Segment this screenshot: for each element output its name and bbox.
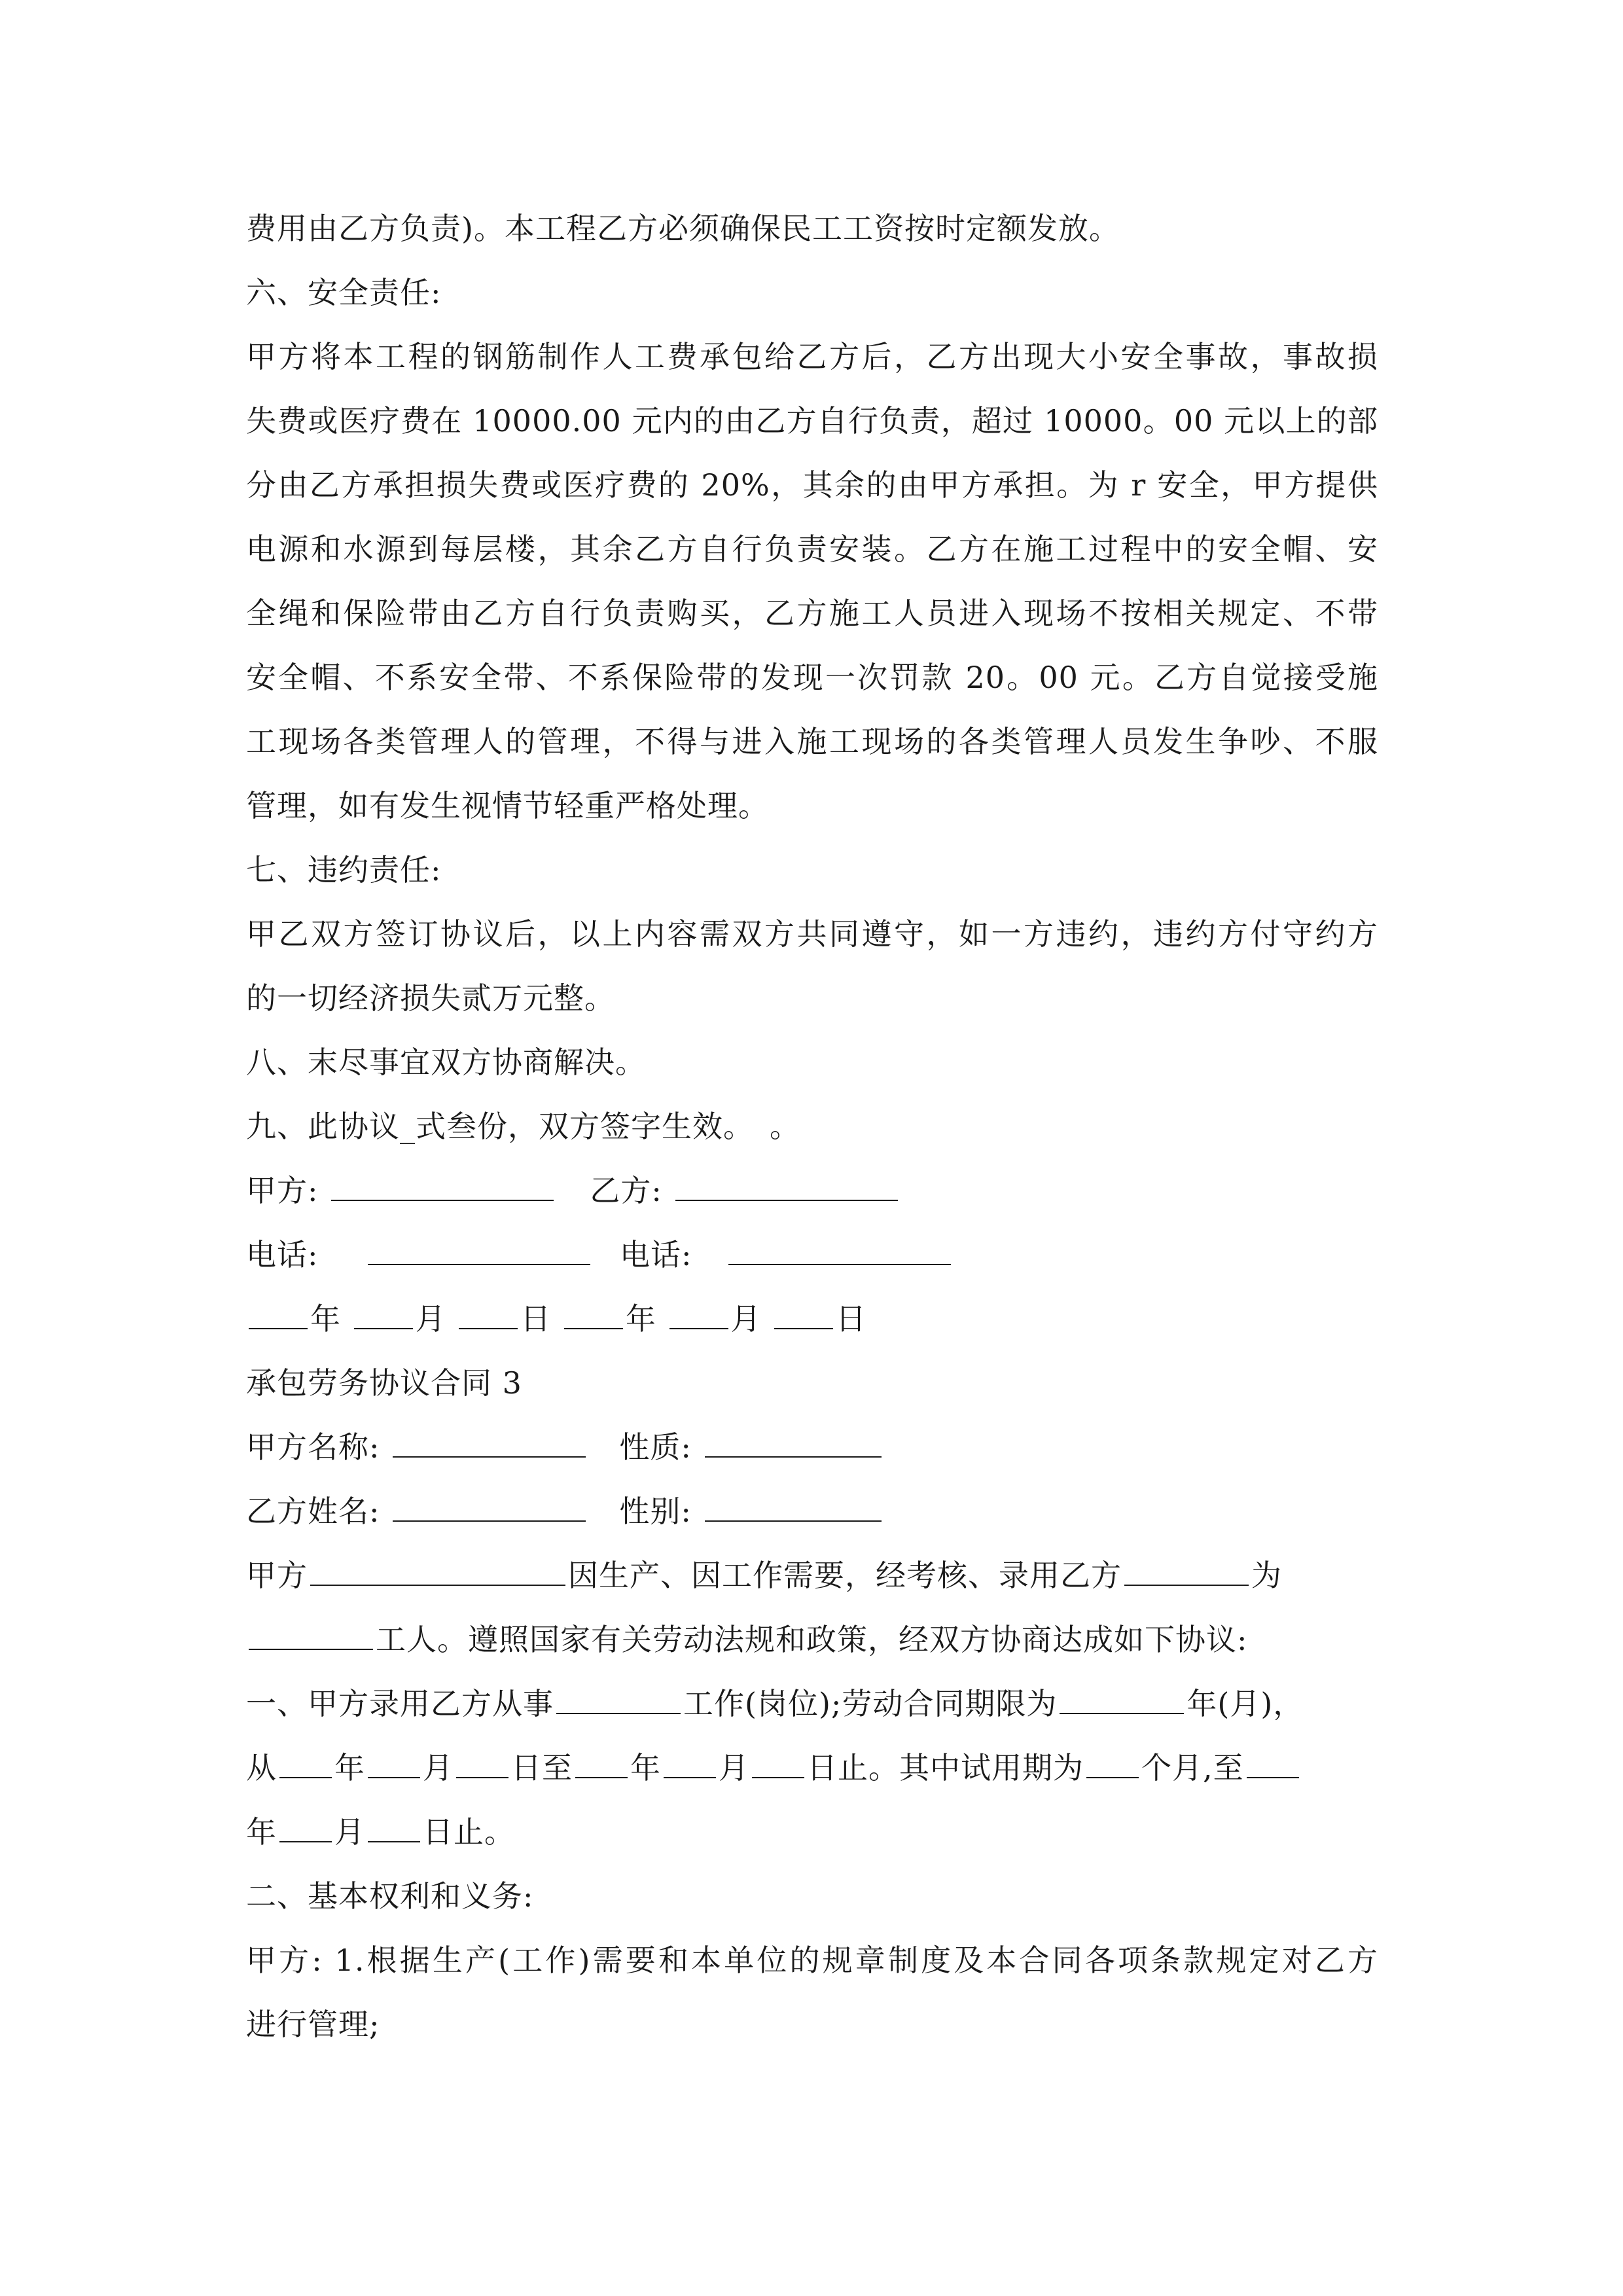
intro-text: 为 bbox=[1251, 1558, 1282, 1593]
clause6-line: 甲方将本工程的钢筋制作人工费承包给乙方后，乙方出现大小安全事故，事故损 bbox=[246, 339, 1378, 374]
gender-label: 性别: bbox=[619, 1494, 692, 1529]
clause7-line: 甲乙双方签订协议后，以上内容需双方共同遵守，如一方违约，违约方付守约方 bbox=[246, 916, 1378, 952]
clause6-title: 六、安全责任: bbox=[246, 275, 442, 310]
day-label: 日 bbox=[836, 1301, 867, 1336]
date-blank bbox=[564, 1306, 623, 1329]
clause-text: 工作(岗位);劳动合同期限为 bbox=[683, 1686, 1058, 1721]
clause-text: 一、甲方录用乙方从事 bbox=[246, 1686, 554, 1721]
day-label: 日 bbox=[520, 1301, 552, 1336]
contract3-intro-line1 bbox=[246, 1543, 1378, 1607]
contract3-clause2-line: 甲方: 1.根据生产(工作)需要和本单位的规章制度及本合同各项条款规定对乙方 bbox=[246, 1943, 1378, 1978]
month-label: 月 bbox=[415, 1301, 446, 1336]
phone-a-blank bbox=[368, 1242, 590, 1265]
clause-text: 个月,至 bbox=[1141, 1750, 1244, 1785]
clause8: 八、末尽事宜双方协商解决。 bbox=[246, 1045, 646, 1080]
clause-text: 日至 bbox=[511, 1750, 573, 1785]
signature-parties-row bbox=[246, 1158, 1378, 1223]
date-blank bbox=[354, 1306, 413, 1329]
date-blank bbox=[669, 1306, 728, 1329]
party-a-name-label: 甲方名称: bbox=[246, 1429, 380, 1465]
signature-phones-row bbox=[246, 1223, 1378, 1287]
clause6-line: 管理，如有发生视情节轻重严格处理。 bbox=[246, 788, 769, 823]
clause6-line: 失费或医疗费在 10000.00 元内的由乙方自行负责，超过 10000。00 元以上的部 bbox=[246, 403, 1378, 439]
party-a-label: 甲方: bbox=[246, 1173, 319, 1208]
nature-blank bbox=[705, 1434, 882, 1458]
contract3-clause1-line1 bbox=[246, 1672, 1378, 1736]
contract3-clause1-line3 bbox=[246, 1800, 1378, 1864]
probation-blank bbox=[1086, 1755, 1139, 1778]
year-label: 年 bbox=[625, 1301, 656, 1336]
clause6-line: 电源和水源到每层楼，其余乙方自行负责安装。乙方在施工过程中的安全帽、安 bbox=[246, 531, 1378, 567]
contract3-intro-line2 bbox=[246, 1607, 1378, 1672]
clause-text: 月 bbox=[719, 1750, 749, 1785]
clause7-line: 的一切经济损失贰万元整。 bbox=[246, 980, 615, 1016]
date-blank bbox=[774, 1306, 833, 1329]
clause-text: 月 bbox=[334, 1814, 365, 1850]
clause-text: 从 bbox=[246, 1750, 277, 1785]
date-blank bbox=[249, 1306, 308, 1329]
clause-text: 年 bbox=[630, 1750, 661, 1785]
worker-type-blank bbox=[249, 1626, 373, 1650]
clause9: 九、此协议_式叁份，双方签字生效。 。 bbox=[246, 1109, 800, 1144]
year-label: 年 bbox=[310, 1301, 341, 1336]
date-blank bbox=[1247, 1755, 1299, 1778]
party-a-name-blank bbox=[393, 1434, 586, 1458]
document-page bbox=[246, 196, 1378, 2056]
date-blank bbox=[456, 1755, 508, 1778]
date-blank bbox=[752, 1755, 804, 1778]
date-blank bbox=[575, 1755, 628, 1778]
clause-text: 年 bbox=[246, 1814, 277, 1850]
clause-text: 年(月)， bbox=[1186, 1686, 1304, 1721]
clause6-line: 分由乙方承担损失费或医疗费的 20%，其余的由甲方承担。为 r 安全，甲方提供 bbox=[246, 467, 1378, 503]
intro-text: 工人。遵照国家有关劳动法规和政策，经双方协商达成如下协议: bbox=[376, 1622, 1248, 1657]
party-b-signature-blank bbox=[675, 1177, 898, 1201]
intro-text: 因生产、因工作需要，经考核、录用乙方 bbox=[568, 1558, 1122, 1593]
party-b-blank bbox=[1124, 1562, 1249, 1586]
signature-dates-row bbox=[246, 1287, 1378, 1351]
clause-text: 年 bbox=[334, 1750, 365, 1785]
party-a-blank bbox=[310, 1562, 565, 1586]
clause-text: 日止。 bbox=[423, 1814, 515, 1850]
job-blank bbox=[556, 1691, 681, 1714]
party-b-name-blank bbox=[393, 1498, 586, 1522]
date-blank bbox=[279, 1819, 332, 1842]
phone-a-label: 电话: bbox=[246, 1237, 319, 1272]
intro-text: 甲方 bbox=[246, 1558, 308, 1593]
nature-label: 性质: bbox=[619, 1429, 692, 1465]
date-blank bbox=[368, 1755, 420, 1778]
phone-b-blank bbox=[728, 1242, 951, 1265]
clause6-line: 工现场各类管理人的管理，不得与进入施工现场的各类管理人员发生争吵、不服 bbox=[246, 724, 1378, 759]
date-blank bbox=[459, 1306, 518, 1329]
date-blank bbox=[279, 1755, 332, 1778]
phone-b-label: 电话: bbox=[620, 1237, 692, 1272]
clause5-tail: 费用由乙方负责)。本工程乙方必须确保民工工资按时定额发放。 bbox=[246, 211, 1120, 246]
clause-text: 日止。其中试用期为 bbox=[807, 1750, 1084, 1785]
date-blank bbox=[368, 1819, 420, 1842]
clause6-line: 安全帽、不系安全带、不系保险带的发现一次罚款 20。00 元。乙方自觉接受施 bbox=[246, 660, 1378, 695]
contract3-clause1-line2 bbox=[246, 1736, 1378, 1800]
clause6-line: 全绳和保险带由乙方自行负责购买，乙方施工人员进入现场不按相关规定、不带 bbox=[246, 596, 1378, 631]
contract3-clause2-line: 进行管理; bbox=[246, 2007, 380, 2042]
party-a-info-row bbox=[246, 1415, 1378, 1479]
contract3-clause2-title: 二、基本权利和义务: bbox=[246, 1878, 534, 1914]
gender-blank bbox=[705, 1498, 882, 1522]
party-b-label: 乙方: bbox=[590, 1173, 662, 1208]
clause7-title: 七、违约责任: bbox=[246, 852, 442, 888]
month-label: 月 bbox=[730, 1301, 762, 1336]
contract3-title: 承包劳务协议合同 3 bbox=[246, 1365, 522, 1401]
party-a-signature-blank bbox=[331, 1177, 554, 1201]
party-b-name-label: 乙方姓名: bbox=[246, 1494, 380, 1529]
date-blank bbox=[664, 1755, 716, 1778]
term-blank bbox=[1060, 1691, 1184, 1714]
party-b-info-row bbox=[246, 1479, 1378, 1543]
clause-text: 月 bbox=[423, 1750, 454, 1785]
